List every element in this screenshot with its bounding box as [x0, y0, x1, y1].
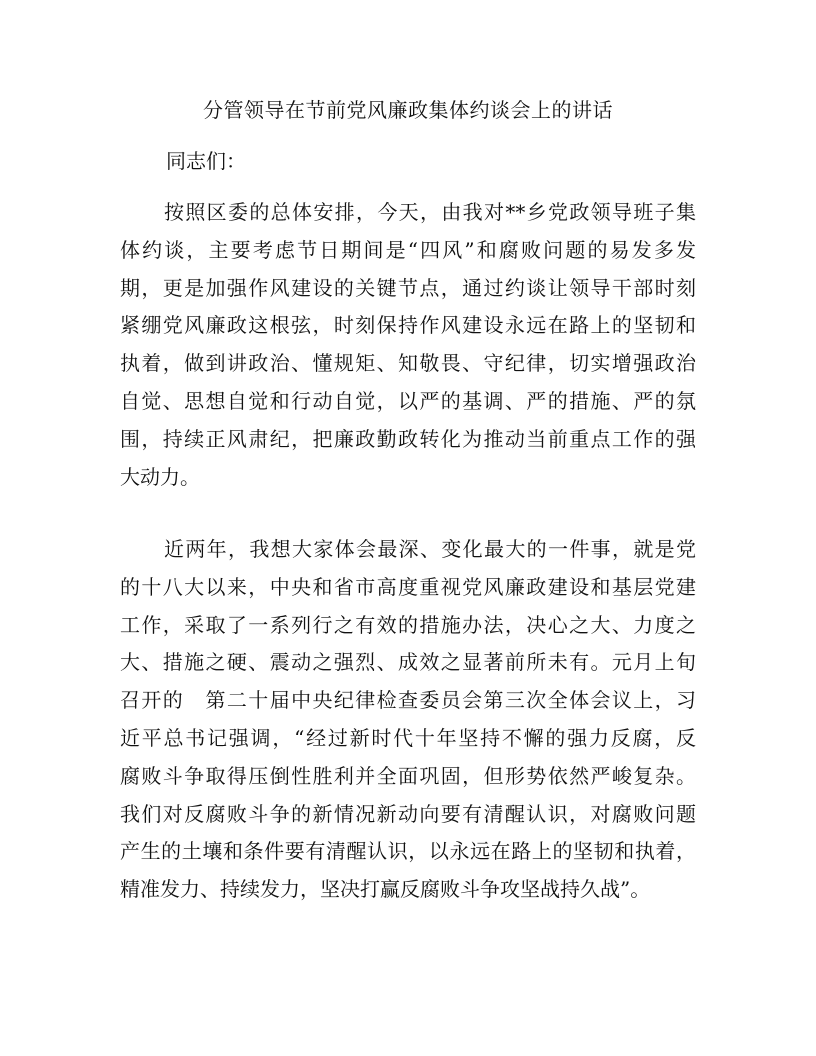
paragraph-line: 我们对反腐败斗争的新情况新动向要有清醒认识，对腐败问题 — [120, 801, 696, 826]
paragraph-line: 期，更是加强作风建设的关键节点，通过约谈让领导干部时刻 — [120, 275, 696, 300]
paragraph-line: 大、措施之硬、震动之强烈、成效之显著前所未有。元月上旬 — [120, 650, 696, 675]
paragraph-line: 召开的 第二十届中央纪律检查委员会第三次全体会议上，习 — [120, 688, 696, 713]
paragraph-line: 工作，采取了一系列行之有效的措施办法，决心之大、力度之 — [120, 612, 696, 637]
paragraph-line: 产生的土壤和条件要有清醒认识，以永远在路上的坚韧和执着， — [120, 839, 696, 864]
paragraph-line: 的十八大以来，中央和省市高度重视党风廉政建设和基层党建 — [120, 574, 696, 599]
paragraph-line: 腐败斗争取得压倒性胜利并全面巩固，但形势依然严峻复杂。 — [120, 763, 696, 788]
paragraph-line: 自觉、思想自觉和行动自觉，以严的基调、严的措施、严的氛 — [120, 388, 696, 413]
paragraph-line: 体约谈，主要考虑节日期间是“四风”和腐败问题的易发多发 — [120, 237, 696, 262]
document-title: 分管领导在节前党风廉政集体约谈会上的讲话 — [203, 98, 613, 122]
paragraph-line: 执着，做到讲政治、懂规矩、知敬畏、守纪律，切实增强政治 — [120, 351, 696, 376]
paragraph-line: 近两年，我想大家体会最深、变化最大的一件事，就是党 — [164, 537, 696, 561]
paragraph-2 — [120, 531, 696, 909]
paragraph-line: 围，持续正风肃纪，把廉政勤政转化为推动当前重点工作的强 — [120, 426, 696, 451]
paragraph-1 — [120, 194, 696, 496]
paragraph-line: 精准发力、持续发力，坚决打赢反腐败斗争攻坚战持久战”。 — [120, 877, 651, 902]
greeting: 同志们： — [166, 149, 246, 173]
paragraph-line: 大动力。 — [120, 464, 200, 489]
paragraph-line: 按照区委的总体安排，今天，由我对**乡党政领导班子集 — [164, 200, 696, 224]
paragraph-line: 紧绷党风廉政这根弦，时刻保持作风建设永远在路上的坚韧和 — [120, 313, 696, 338]
paragraph-line: 近平总书记强调，“经过新时代十年坚持不懈的强力反腐，反 — [120, 725, 696, 750]
